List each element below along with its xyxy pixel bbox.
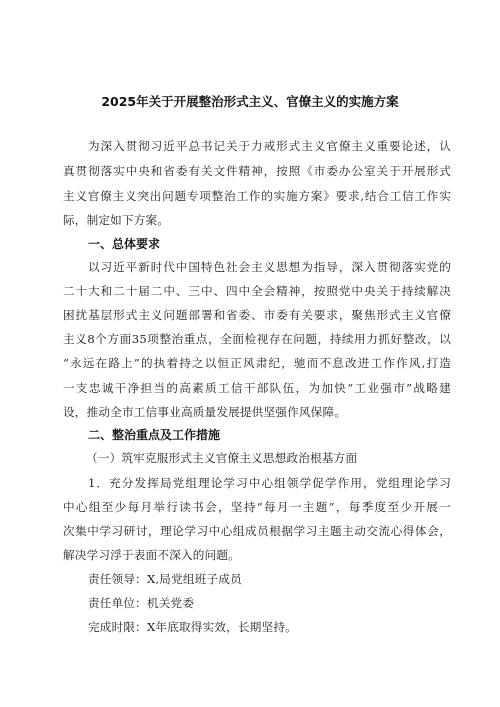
item1-line-2: 中心组至少每月举行读书会，坚持“每月一主题”，每季度至少开展一 xyxy=(63,500,451,514)
section-heading-key-measures: 二、整治重点及工作措施 xyxy=(88,428,221,442)
section1-line-1: 以习近平新时代中国特色社会主义思想为指导，深入贯彻落实党的 xyxy=(88,260,451,274)
deadline: 完成时限：X年底取得实效，长期坚持。 xyxy=(88,620,297,634)
subsection-heading-1: （一）筑牢克服形式主义官僚主义思想政治根基方面 xyxy=(86,451,358,465)
section1-line-3: 困扰基层形式主义问题部署和省委、市委有关要求，聚焦形式主义官僚 xyxy=(63,308,451,322)
intro-line-4: 际，制定如下方案。 xyxy=(63,213,170,227)
intro-line-2: 真贯彻落实中央和省委有关文件精神，按照《市委办公室关于开展形式 xyxy=(63,164,451,178)
intro-line-3: 主义官僚主义突出问题专项整治工作的实施方案》要求,结合工信工作实 xyxy=(63,189,451,203)
responsible-unit: 责任单位：机关党委 xyxy=(88,596,195,610)
intro-line-1: 为深入贯彻习近平总书记关于力戒形式主义官僚主义重要论述，认 xyxy=(88,139,451,153)
section1-line-7: 设，推动全市工信事业高质量发展提供坚强作风保障。 xyxy=(63,405,347,419)
document-title: 2025年关于开展整治形式主义、官僚主义的实施方案 xyxy=(101,94,399,109)
responsible-leader: 责任领导：X,局党组班子成员 xyxy=(88,572,242,586)
section1-line-6: 一支忠诚干净担当的高素质工信干部队伍，为加快“工业强市”战略建 xyxy=(63,381,451,395)
section1-line-4: 主义8个方面35项整治重点，全面检视存在问题，持续用力抓好整改，以 xyxy=(63,332,451,346)
section-heading-general-requirements: 一、总体要求 xyxy=(88,237,161,251)
item1-line-3: 次集中学习研讨，理论学习中心组成员根据学习主题主动交流心得体会， xyxy=(63,524,451,538)
section1-line-5: “永远在路上”的执着持之以恒正风肃纪，驰而不息改进工作作风,打造 xyxy=(63,356,451,370)
item1-line-4: 解决学习浮于表面不深入的问题。 xyxy=(63,548,240,562)
section1-line-2: 二十大和二十届二中、三中、四中全会精神，按照党中央关于持续解决 xyxy=(63,284,451,298)
item1-line-1: 1．充分发挥局党组理论学习中心组领学促学作用，党组理论学习 xyxy=(88,476,451,490)
